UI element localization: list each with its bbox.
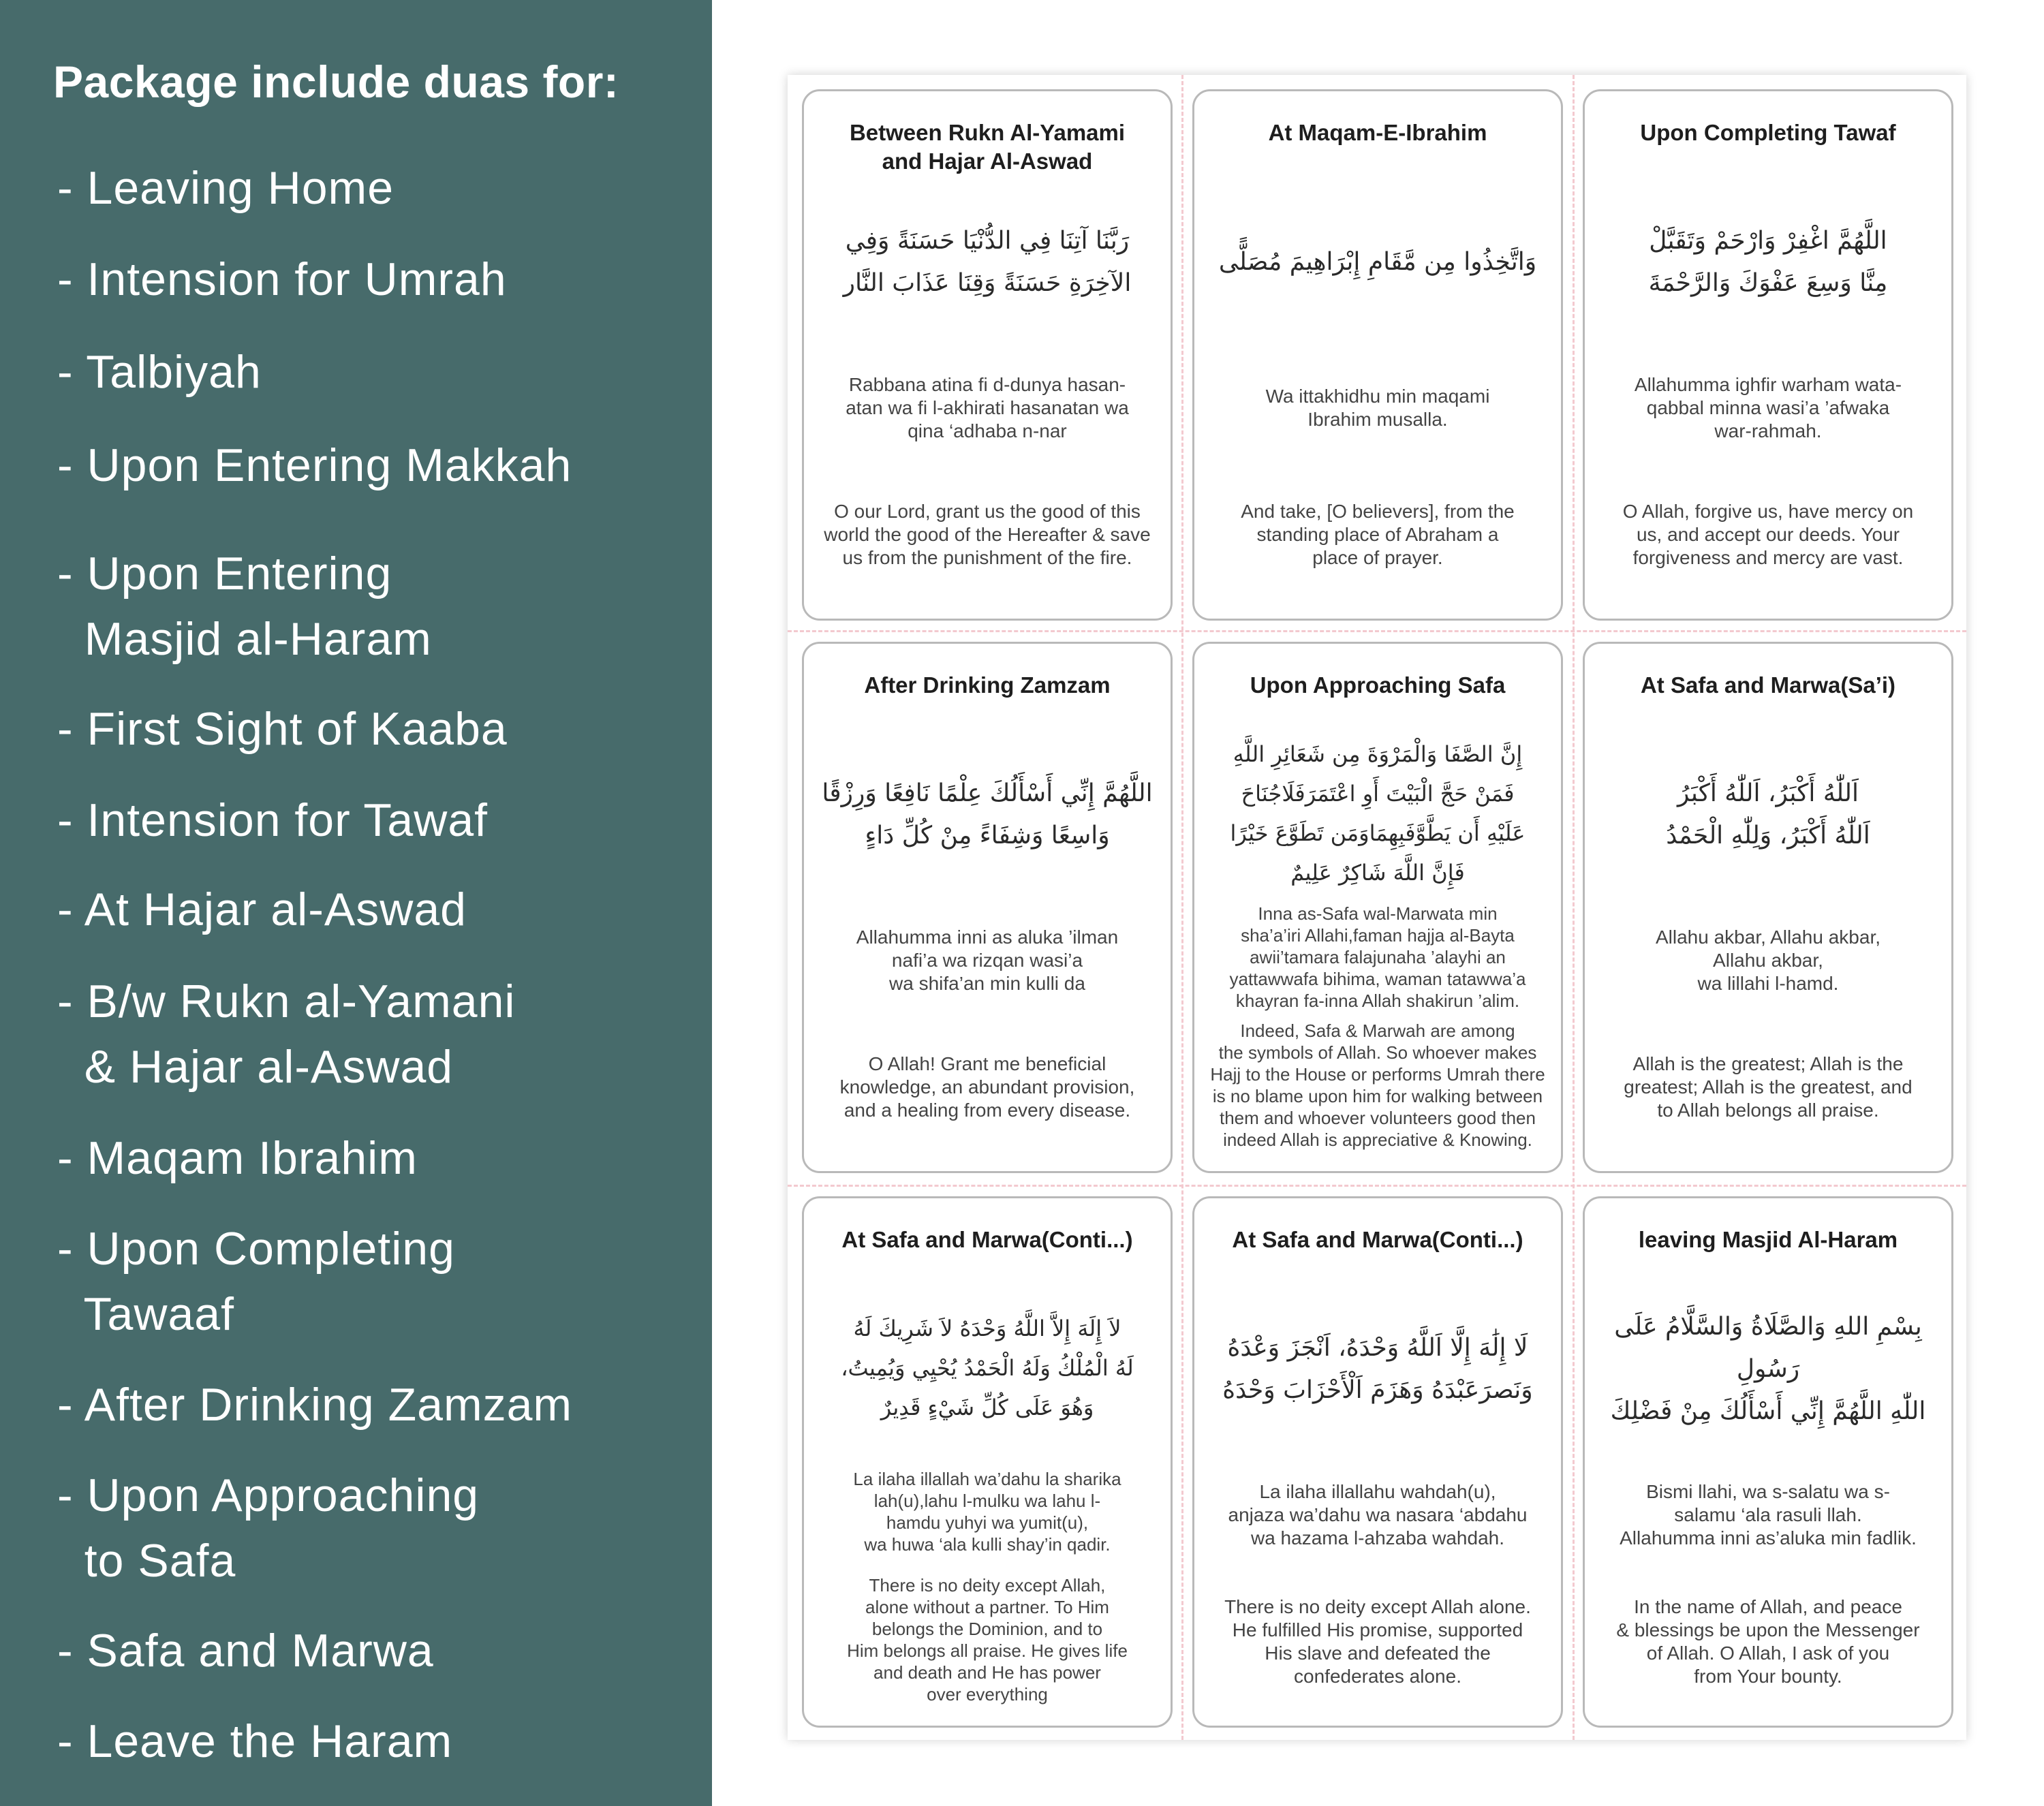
dua-card [802, 642, 1173, 1173]
dua-card [802, 89, 1173, 621]
arabic-text: لاَ إِلَهَ إِلاَّ اللَّهُ وَحْدَهُ لاَ شَرِيكَ لَهُ لَهُ الْمُلْكُ وَلَهُ الْحَمْدُ يُحْيِي وَيُمِيتُ، وَهُوَ عَلَى كُلِّ شَيْءٍ قَدِيرٌ [841, 1315, 1134, 1421]
list-item: - Leave the Haram [57, 1715, 453, 1767]
transliteration: La ilaha illallahu wahdah(u), anjaza wa’dahu wa nasara ‘abdahu wa hazama l-ahzaba wahdah. [1228, 1480, 1528, 1548]
list-item: - Intension for Tawaf [57, 794, 489, 846]
arabic-text: اللَّهُمَّ إِنِّي أَسْأَلُكَ عِلْمًا نَافِعًا وَرِزْقًا وَاسِعًا وَشِفَاءً مِنْ كُلِّ دَاءٍ [822, 779, 1153, 850]
transliteration: Allahumma inni as aluka ’ilman nafi’a wa rizqan wasi’a wa shifa’an min kulli da [856, 926, 1119, 994]
list-item: - Upon Approaching to Safa [57, 1469, 480, 1587]
translation: O Allah! Grant me beneficial knowledge, an abundant provision, and a healing from every disease. [839, 1053, 1135, 1121]
list-item: - First Sight of Kaaba [57, 703, 508, 755]
list-item: - At Hajar al-Aswad [57, 884, 467, 935]
card-title: Upon Completing Tawaf [1640, 120, 1896, 145]
list-item: - Maqam Ibrahim [57, 1132, 418, 1184]
list-item: - Leaving Home [57, 162, 394, 214]
dua-card [1583, 642, 1953, 1173]
package-list-panel [0, 0, 712, 1806]
panel-title: Package include duas for: [53, 57, 619, 107]
arabic-text: وَاتَّخِذُوا مِن مَّقَامِ إِبْرَاهِيمَ مُصَلًّى [1218, 247, 1537, 276]
transliteration: Rabbana atina fi d-dunya hasan- atan wa fi l-akhirati hasanatan wa qina ‘adhaba n-nar [846, 373, 1129, 441]
list-item: - Safa and Marwa [57, 1625, 434, 1677]
arabic-text: إِنَّ الصَّفَا وَالْمَرْوَةَ مِن شَعَائِرِ اللَّهِ فَمَنْ حَجَّ الْبَيْتَ أَوِ اعْتَمَرَفَلَاجُنَاحَ عَلَيْهِ أَن يَطَّوَّفَبِهِمَاوَمَن تَطَوَّعَ خَيْرًا فَإِنَّ اللَّهَ شَاكِرٌ عَلِيمٌ [1230, 741, 1526, 886]
card-title: After Drinking Zamzam [864, 672, 1111, 698]
translation: There is no deity except Allah alone. He fulfilled His promise, supported His slave and defeated the confederates alone. [1224, 1595, 1531, 1687]
dua-card [1583, 1196, 1953, 1728]
dua-card [1583, 89, 1953, 621]
dua-card-sheet [788, 75, 1966, 1740]
transliteration: La ilaha illallah wa’dahu la sharika lah(u),lahu l-mulku wa lahu l- hamdu yuhyi wa yumit(u), wa huwa ‘ala kulli shay’in qadir. [853, 1469, 1121, 1555]
translation: Indeed, Safa & Marwah are among the symbols of Allah. So whoever makes Hajj to the House or performs Umrah there is no blame upon him for walking between them and whoever volunteers good then indeed Allah is appreciative & Knowing. [1210, 1021, 1545, 1150]
dua-card [802, 1196, 1173, 1728]
cut-line [788, 1185, 1966, 1187]
cut-line [788, 630, 1966, 632]
translation: In the name of Allah, and peace & blessings be upon the Messenger of Allah. O Allah, I ask of you from Your bounty. [1616, 1595, 1920, 1687]
translation: O our Lord, grant us the good of this world the good of the Hereafter & save us from the punishment of the fire. [824, 500, 1151, 568]
translation: Allah is the greatest; Allah is the greatest; Allah is the greatest, and to Allah belongs all praise. [1624, 1053, 1913, 1121]
list-item: - Upon Entering Masjid al-Haram [57, 548, 432, 665]
arabic-text: بِسْمِ اللهِ وَالصَّلَاةُ وَالسَّلَّامُ عَلَى رَسُولِ اللّٰهِ اللَّهُمَّ إِنِّي أَسْأَلُكَ مِنْ فَضْلِكَ [1610, 1312, 1926, 1425]
arabic-text: اَللّٰهُ أَكْبَرُ، اَللّٰهُ أَكْبَرُ اَللّٰهُ أَكْبَرُ، وَلِلّٰهِ الْحَمْدُ [1666, 779, 1870, 850]
card-title: Upon Approaching Safa [1250, 672, 1506, 698]
cut-line [1181, 75, 1183, 1740]
list-item: - Talbiyah [57, 346, 262, 398]
list-item: - Upon Entering Makkah [57, 439, 572, 491]
translation: And take, [O believers], from the standing place of Abraham a place of prayer. [1241, 500, 1515, 568]
transliteration: Allahu akbar, Allahu akbar, Allahu akbar, wa lillahi l-hamd. [1655, 926, 1880, 994]
arabic-text: رَبَّنَا آتِنَا فِي الدُّنْيَا حَسَنَةً وَفِي الآخِرَةِ حَسَنَةً وَقِنَا عَذَابَ النَّار [843, 226, 1132, 297]
dua-card [1192, 642, 1563, 1173]
dua-card [1192, 1196, 1563, 1728]
card-title: leaving Masjid Al-Haram [1638, 1227, 1898, 1252]
list-item: - B/w Rukn al-Yamani & Hajar al-Aswad [57, 976, 516, 1093]
arabic-text: لَا إِلَٰهَ إِلَّا اَللَّهُ وَحْدَهُ، اَنْجَزَ وَعْدَهُ وَنَصرَعَبْدَهُ وَهَزَمَ اَلْأَحْزَابَ وَحْدَهُ [1222, 1333, 1533, 1404]
dua-card [1192, 89, 1563, 621]
list-item: - Upon Completing Tawaaf [57, 1223, 455, 1340]
card-title: At Safa and Marwa(Sa’i) [1640, 672, 1896, 698]
transliteration: Wa ittakhidhu min maqami Ibrahim musalla. [1265, 385, 1490, 430]
transliteration: Allahumma ighfir warham wata- qabbal minna wasi’a ’afwaka war-rahmah. [1634, 373, 1902, 441]
card-title: At Safa and Marwa(Conti...) [1232, 1227, 1523, 1252]
arabic-text: اللَّهُمَّ اغْفِرْ وَارْحَمْ وَتَقَبَّلْ مِنَّا وَسِعَ عَفْوَكَ وَالرَّحْمَةَ [1648, 226, 1888, 297]
translation: There is no deity except Allah, alone without a partner. To Him belongs the Dominion, and to Him belongs all praise. He gives life and death and He has power over everything [847, 1575, 1128, 1704]
transliteration: Inna as-Safa wal-Marwata min sha’a’iri Allahi,faman hajja al-Bayta awii’tamara falajunaha ’alayhi an yattawwafa bihima, waman tatawwa’a khayran fa-inna Allah shakirun ’alim. [1229, 903, 1526, 1012]
translation: O Allah, forgive us, have mercy on us, and accept our deeds. Your forgiveness and mercy are vast. [1622, 500, 1914, 568]
card-title: At Safa and Marwa(Conti...) [841, 1227, 1133, 1252]
card-title: Between Rukn Al-Yamami and Hajar Al-Aswad [849, 120, 1126, 174]
list-item: - Intension for Umrah [57, 253, 507, 305]
transliteration: Bismi llahi, wa s-salatu wa s- salamu ‘ala rasuli llah. Allahumma inni as’aluka min fadlik. [1620, 1480, 1917, 1548]
card-title: At Maqam-E-Ibrahim [1268, 120, 1487, 145]
cut-line [1573, 75, 1575, 1740]
list-item: - After Drinking Zamzam [57, 1379, 573, 1431]
